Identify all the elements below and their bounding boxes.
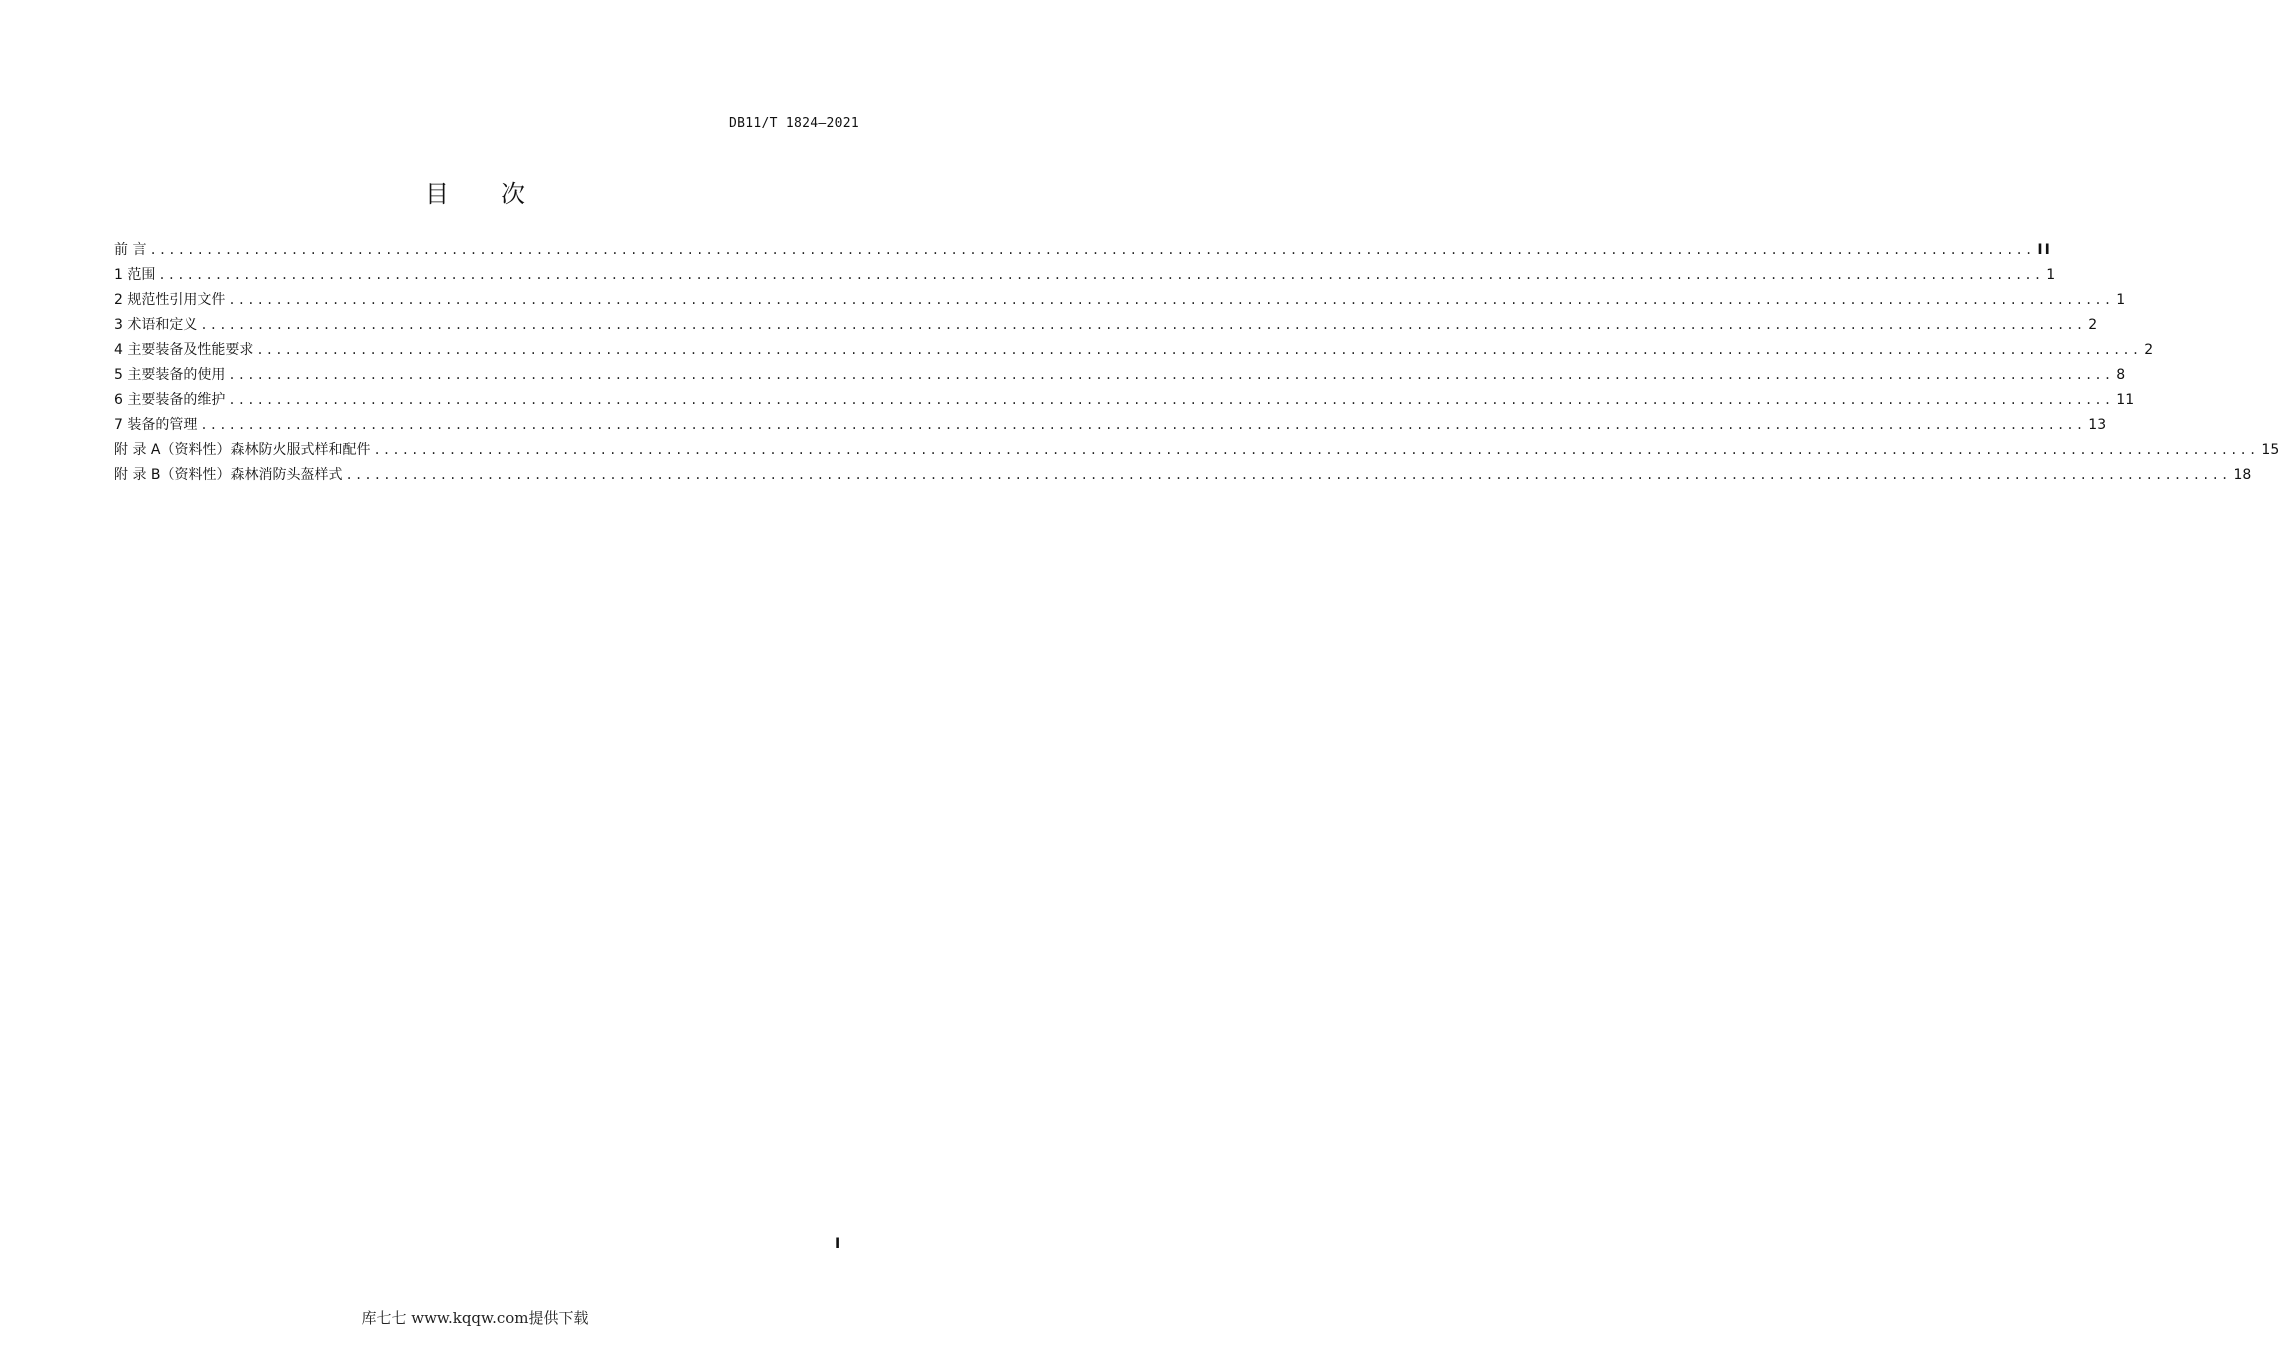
toc-dot-leader: ........................................................................................................................................................................................................ — [158, 268, 2044, 282]
toc-entry-page: 11 — [2116, 392, 2135, 408]
toc-dot-leader: ........................................................................................................................................................................................................ — [228, 293, 2114, 307]
title-char-right: 次 — [501, 180, 525, 209]
toc-dot-leader: ........................................................................................................................................................................................................ — [200, 318, 2086, 332]
toc-entry[interactable] — [114, 288, 2126, 313]
toc-entry-label: 1 范围 — [114, 267, 156, 283]
toc-entry-page: 13 — [2088, 417, 2107, 433]
toc-entry[interactable] — [114, 238, 2052, 263]
toc-entry-label: 4 主要装备及性能要求 — [114, 342, 254, 358]
toc-entry-page: 15 — [2261, 442, 2279, 458]
toc-entry-label: 6 主要装备的维护 — [114, 392, 226, 408]
toc-entry-label: 5 主要装备的使用 — [114, 367, 226, 383]
toc-entry-page: 18 — [2233, 467, 2252, 483]
page-title — [0, 174, 950, 209]
toc-dot-leader: ........................................................................................................................................................................................................ — [149, 243, 2035, 257]
toc-entry[interactable] — [114, 413, 2107, 438]
toc-entry[interactable] — [114, 463, 2252, 488]
toc-dot-leader: ........................................................................................................................................................................................................ — [228, 393, 2114, 407]
toc-entry[interactable] — [114, 313, 2098, 338]
toc-entry[interactable] — [114, 388, 2135, 413]
toc-entry-label: 3 术语和定义 — [114, 317, 198, 333]
toc-dot-leader: ........................................................................................................................................................................................................ — [373, 443, 2259, 457]
toc-entry-page: 2 — [2088, 317, 2098, 333]
page-number: I — [835, 1236, 841, 1252]
document-code: DB11/T 1824—2021 — [728, 116, 859, 131]
toc-entry-page: 1 — [2116, 292, 2126, 308]
toc-dot-leader: ........................................................................................................................................................................................................ — [228, 368, 2114, 382]
toc-entry-label: 7 装备的管理 — [114, 417, 198, 433]
footer-watermark: 库七七 www.kqqw.com提供下载 — [361, 1309, 589, 1327]
toc-entry-page: 1 — [2046, 267, 2056, 283]
toc-entry-page: 2 — [2144, 342, 2154, 358]
toc-entry[interactable] — [114, 338, 2154, 363]
toc-dot-leader: ........................................................................................................................................................................................................ — [200, 418, 2086, 432]
toc-entry-page: 8 — [2116, 367, 2126, 383]
table-of-contents — [114, 238, 2279, 488]
toc-entry-label: 前 言 — [114, 242, 147, 258]
title-char-left: 目 — [425, 180, 449, 209]
toc-dot-leader: ........................................................................................................................................................................................................ — [345, 468, 2231, 482]
toc-entry-label: 附 录 A（资料性）森林防火服式样和配件 — [114, 442, 371, 458]
toc-entry[interactable] — [114, 263, 2056, 288]
toc-entry[interactable] — [114, 438, 2279, 463]
toc-entry[interactable] — [114, 363, 2126, 388]
toc-entry-label: 附 录 B（资料性）森林消防头盔样式 — [114, 467, 343, 483]
toc-entry-page: II — [2037, 242, 2052, 258]
toc-entry-label: 2 规范性引用文件 — [114, 292, 226, 308]
toc-dot-leader: ........................................................................................................................................................................................................ — [256, 343, 2142, 357]
